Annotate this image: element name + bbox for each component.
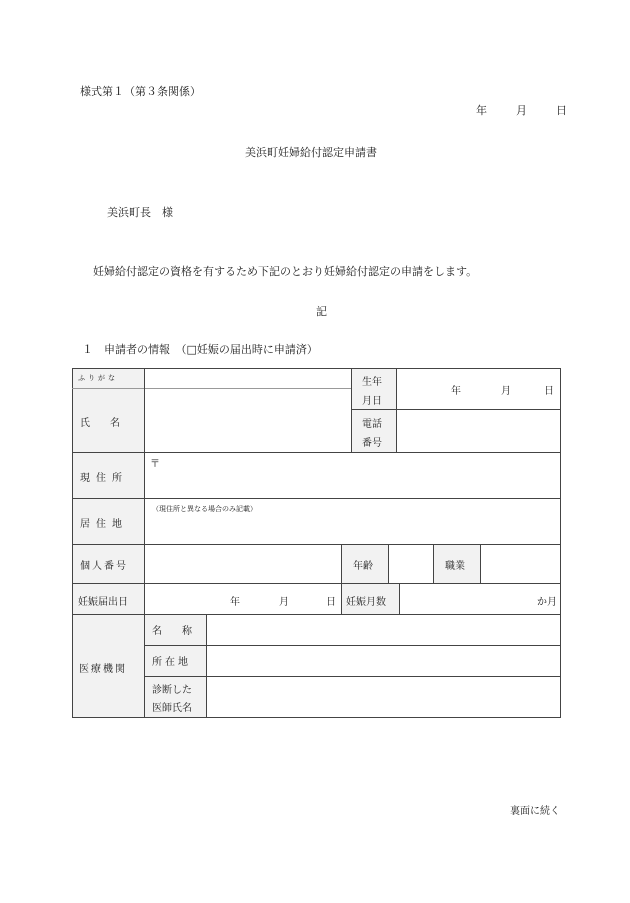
med-location-input[interactable] [208, 647, 559, 674]
birth-right-divider [396, 368, 397, 452]
report-year-label: 年 [230, 597, 240, 608]
med-sublabel-divider [206, 614, 207, 718]
section1-heading: １ 申請者の情報 （□妊娠の届出時に申請済） [82, 343, 318, 356]
medical-label: 医療機関 [79, 664, 127, 675]
pregnancy-report-date-input[interactable] [146, 585, 339, 612]
pregnancy-report-label: 妊娠届出日 [78, 597, 128, 608]
doctor-label-2: 医師氏名 [152, 703, 192, 714]
age-right-divider [388, 544, 389, 583]
date-month-label: 月 [516, 104, 527, 117]
occupation-left-divider [433, 544, 434, 583]
row-divider-5 [72, 614, 561, 615]
months-right-divider [399, 583, 400, 614]
addressee: 美浜町長 様 [107, 206, 173, 219]
residence-input[interactable] [146, 500, 559, 542]
report-day-label: 日 [326, 597, 336, 608]
age-label: 年齢 [353, 561, 373, 572]
birthdate-input[interactable] [398, 370, 559, 407]
document-title: 美浜町妊婦給付認定申請書 [245, 146, 377, 159]
postal-mark: 〒 [150, 459, 160, 470]
row-divider-1 [72, 452, 561, 453]
birth-label-2: 月日 [362, 396, 382, 407]
residence-label: 居住地 [80, 519, 128, 530]
occupation-input[interactable] [482, 546, 559, 581]
med-name-label: 名 称 [152, 626, 192, 637]
phone-input[interactable] [398, 411, 559, 450]
furigana-label: ふりがな [78, 374, 118, 382]
furigana-divider [72, 388, 351, 389]
birth-phone-divider [351, 409, 561, 410]
row-divider-4 [72, 583, 561, 584]
birth-label-1: 生年 [362, 377, 382, 388]
mynumber-input[interactable] [146, 546, 339, 581]
phone-label-2: 番号 [362, 438, 382, 449]
row-divider-2 [72, 498, 561, 499]
doctor-label-1: 診断した [152, 685, 192, 696]
form-number: 様式第１（第３条関係） [80, 85, 201, 98]
birth-day-label: 日 [544, 386, 554, 397]
ki-mark: 記 [316, 305, 327, 318]
label-column-divider [144, 368, 145, 718]
doctor-name-input[interactable] [208, 678, 559, 716]
continued-note: 裏面に続く [510, 806, 560, 817]
age-left-divider [341, 544, 342, 614]
birth-year-label: 年 [451, 386, 461, 397]
date-year-label: 年 [476, 104, 487, 117]
report-month-label: 月 [279, 597, 289, 608]
med-location-label: 所在地 [152, 657, 191, 668]
row-divider-3 [72, 544, 561, 545]
address-label: 現住所 [80, 473, 128, 484]
address-input[interactable] [146, 454, 559, 496]
pregnancy-months-label: 妊娠月数 [346, 597, 386, 608]
name-label: 氏 名 [80, 418, 120, 429]
residence-note: （現住所と異なる場合のみ記載） [152, 505, 257, 513]
intro-text: 妊婦給付認定の資格を有するため下記のとおり妊婦給付認定の申請をします。 [93, 265, 478, 278]
med-name-input[interactable] [208, 616, 559, 643]
birth-month-label: 月 [501, 386, 511, 397]
age-input[interactable] [390, 546, 431, 581]
pregnancy-months-input[interactable] [401, 585, 559, 612]
applicant-table [72, 368, 561, 718]
furigana-input[interactable] [146, 370, 349, 387]
phone-label-1: 電話 [362, 419, 382, 430]
name-input[interactable] [146, 390, 349, 450]
months-unit: か月 [537, 597, 557, 608]
occupation-right-divider [480, 544, 481, 583]
occupation-label: 職業 [445, 561, 465, 572]
birth-left-divider [351, 368, 352, 452]
date-day-label: 日 [556, 104, 567, 117]
mynumber-label: 個人番号 [80, 561, 128, 572]
